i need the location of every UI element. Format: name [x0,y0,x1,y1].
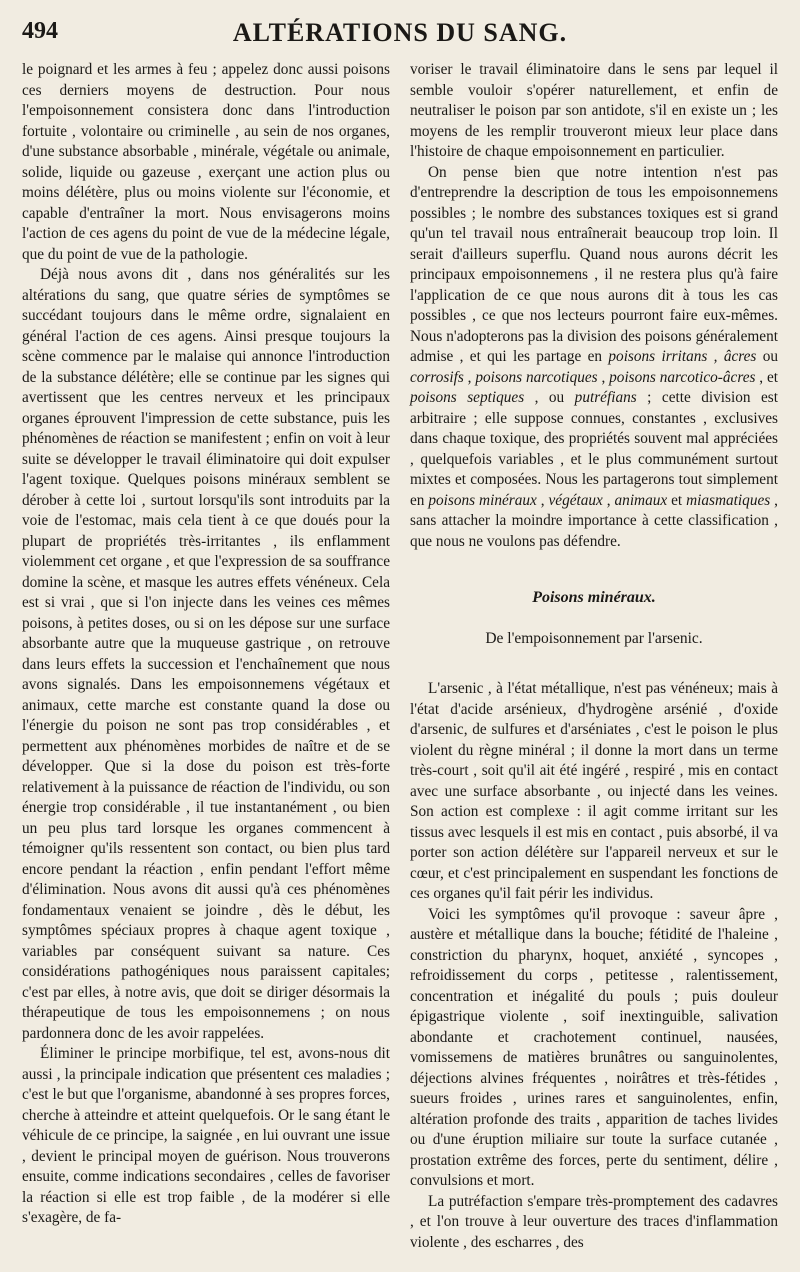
text-run: , sans attacher la moindre importance à cette classification , que nous ne voulons pas défendre. [410,491,778,550]
paragraph: L'arsenic , à l'état métallique, n'est pas vénéneux; mais à l'état d'acide arsénieux, d'hydrogène arsénié , d'oxide d'arsenic, de sulfures et d'arséniates , c'est le poison le plus violent du règne minéral ; il donne la mort dans un terme très-court , soit qu'il ait été ingéré , respiré , mis en contact avec une surface absorbante , ou injecté dans les veines. Son action est complexe : il agit comme irritant sur les tissus avec lesquels il est mis en contact , puis absorbé, il va porter son action délétère sur l'appareil nerveux et sur le cœur, et c'est principalement en suspendant les fonctions de ces organes qu'il fait périr les individus. [410,680,778,902]
poison-category: poisons narcotico-âcres [609,368,756,386]
text-run: On pense bien que notre intention n'est pas d'entreprendre la description de tous les empoisonnemens possibles ; le nombre des substances toxiques est si grand qu'un tel travail nous entraînerait beaucoup trop loin. Il serait d'ailleurs superflu. Quand nous aurons décrit les principaux empoisonnemens , il ne restera plus qu'à faire l'application de ce que nous aurons dit à tous les cas possibles , ce que nos lecteurs pourront faire eux-mêmes. Nous n'adopterons pas la division des poisons généralement admise , et qui les partage en [410,163,778,365]
paragraph: Éliminer le principe morbifique, tel est, avons-nous dit aussi , la principale indication que présentent ces maladies ; c'est le but que l'organisme, abandonné à ses propres forces, cherche à atteindre et atteint quelquefois. Or le sang étant le véhicule de ce principe, la saignée , en lui ouvrant une issue , devient le principal moyen de guérison. Nous trouverons ensuite, comme indications secondaires , celles de favoriser la réaction si elle est trop faible , de la modérer si elle s'exagère, de fa- [22,1045,390,1226]
text-run: , ou [524,389,575,406]
text-run: ; cette division est arbitraire ; elle suppose connues, constantes , exclusives dans chaque toxique, des propriétés souvent mal appréciées , quelquefois variables , et le plus communément surtout mixtes et composées. Nous les partagerons tout simplement en [410,389,778,509]
page-header [22,18,778,52]
poison-category: poisons minéraux [428,491,537,509]
subsection-heading: De l'empoisonnement par l'arsenic. [485,629,703,647]
paragraph-classification [410,163,778,553]
text-run: et [667,491,687,509]
section-heading: Poisons minéraux. [532,589,656,606]
poison-category: putréfians [574,389,637,406]
text-run: , [602,491,615,509]
page-number: 494 [22,18,58,44]
paragraph: Déjà nous avons dit , dans nos généralités sur les altérations du sang, que quatre séries de symptômes se succédant toujours dans le même ordre, signalaient en général l'action de ces agens. Ainsi presque toujours la scène commence par le malaise qui annonce l'introduction de la substance délétère; elle se continue par les signes qui avertissent que les centres nerveux et les principaux organes éprouvent l'impression de cette substance, puis les phénomènes de réaction se manifestent ; enfin on voit à leur suite se développer le travail éliminatoire qui doit expulser l'agent toxique. Quelques poisons minéraux semblent se dérober à cette loi , surtout lorsqu'ils sont introduits par la voie de l'estomac, mais cela tient à ce que doués pour la plupart de propriétés très-irritantes , ils enflamment violemment cet organe , et que l'expression de sa souffrance domine la scène, et masque les autres effets vénéneux. Cela est si vrai , que si l'on injecte dans les veines ces mêmes poisons, à petites doses, ou si on les dépose sur une surface absorbante autre que la muqueuse gastrique , on retrouve dans leurs effets la succession et l'enchaînement que nous avons signalés. Dans les empoisonnemens végétaux et animaux, cette marche est constante quand la dose ou l'énergie du poison ne sont pas trop considérables , et permettent aux phénomènes morbides de naître et de se développer. Que si la dose du poison est très-forte relativement à la puissance de réaction de l'individu, ou son énergie trop considérable , il tue instantanément , ou bien un peu plus tard lorsque les organes commencent à témoigner qu'ils ressentent son contact, ou bien plus tard encore pendant la réaction , enfin pendant l'effort même d'élimination. Nous avons dit aussi qu'à ces phénomènes fondamentaux venaient se joindre , dès le début, les symptômes spéciaux propres à chaque agent toxique , variables par conséquent suivant sa nature. Ces considérations pathogéniques nous paraissent capitales; c'est par elles, à notre avis, que doit se diriger désormais la thérapeutique de tous les empoisonnemens ; on nous pardonnera donc de les avoir rappelées. [22,266,390,1042]
poison-category: poisons narcotiques [475,368,598,386]
right-column [410,60,778,1253]
text-run: , [597,368,610,386]
left-column [22,60,390,1229]
poison-category: corrosifs [410,368,464,386]
paragraph: le poignard et les armes à feu ; appelez donc aussi poisons ces derniers moyens de destruction. Pour nous l'empoisonnement consistera donc dans l'introduction fortuite , volontaire ou criminelle , au sein de nos organes, d'une substance absorbable , minérale, végétale ou animale, solide, liquide ou gazeuse , exerçant une action plus ou moins délétère, plus ou moins violente sur l'économie, et capable d'entraîner la mort. Nous envisagerons moins l'action de ces agens du point de vue de la médecine légale, que du point de vue de la pathologie. [22,61,390,263]
poison-category: végétaux [548,491,603,509]
poison-category: animaux [614,491,668,509]
poison-category: poisons septiques [410,389,525,406]
paragraph: voriser le travail éliminatoire dans le sens par lequel il semble vouloir s'opérer naturellement, et enfin de neutraliser le poison par son antidote, s'il en existe un ; les moyens de les remplir trouveront mieux leur place dans l'histoire de chaque empoisonnement en particulier. [410,61,778,160]
running-title: ALTÉRATIONS DU SANG. [232,18,568,47]
text-run: ou [756,348,779,365]
text-run: , [463,368,476,386]
text-run: , [536,491,549,509]
poison-category: miasmatiques [686,491,771,509]
poison-category: poisons irritans , âcres [608,348,757,365]
paragraph: La putréfaction s'empare très-promptement des cadavres , et l'on trouve à leur ouverture des traces d'inflammation violente , des escharres , des [410,1192,778,1251]
text-run: , et [755,368,779,386]
paragraph: Voici les symptômes qu'il provoque : saveur âpre , austère et métallique dans la bouche; fétidité de l'haleine , constriction du pharynx, hoquet, anxiété , syncopes , refroidissement du corps , petitesse , ralentissement, concentration et inégalité du pouls ; puis douleur épigastrique violente , soif inextinguible, salivation abondante et crachotement continuel, nausées, vomissemens de matières brunâtres ou sanguinolentes, déjections alvines fréquentes , noirâtres et très-fétides , sueurs froides , urines rares et sanguinolentes, enfin, altération profonde des traits , apparition de taches livides ou d'une éruption miliaire sur toute la surface cutanée , prostation extrême des forces, perte du sentiment, délire , convulsions et mort. [410,905,778,1189]
